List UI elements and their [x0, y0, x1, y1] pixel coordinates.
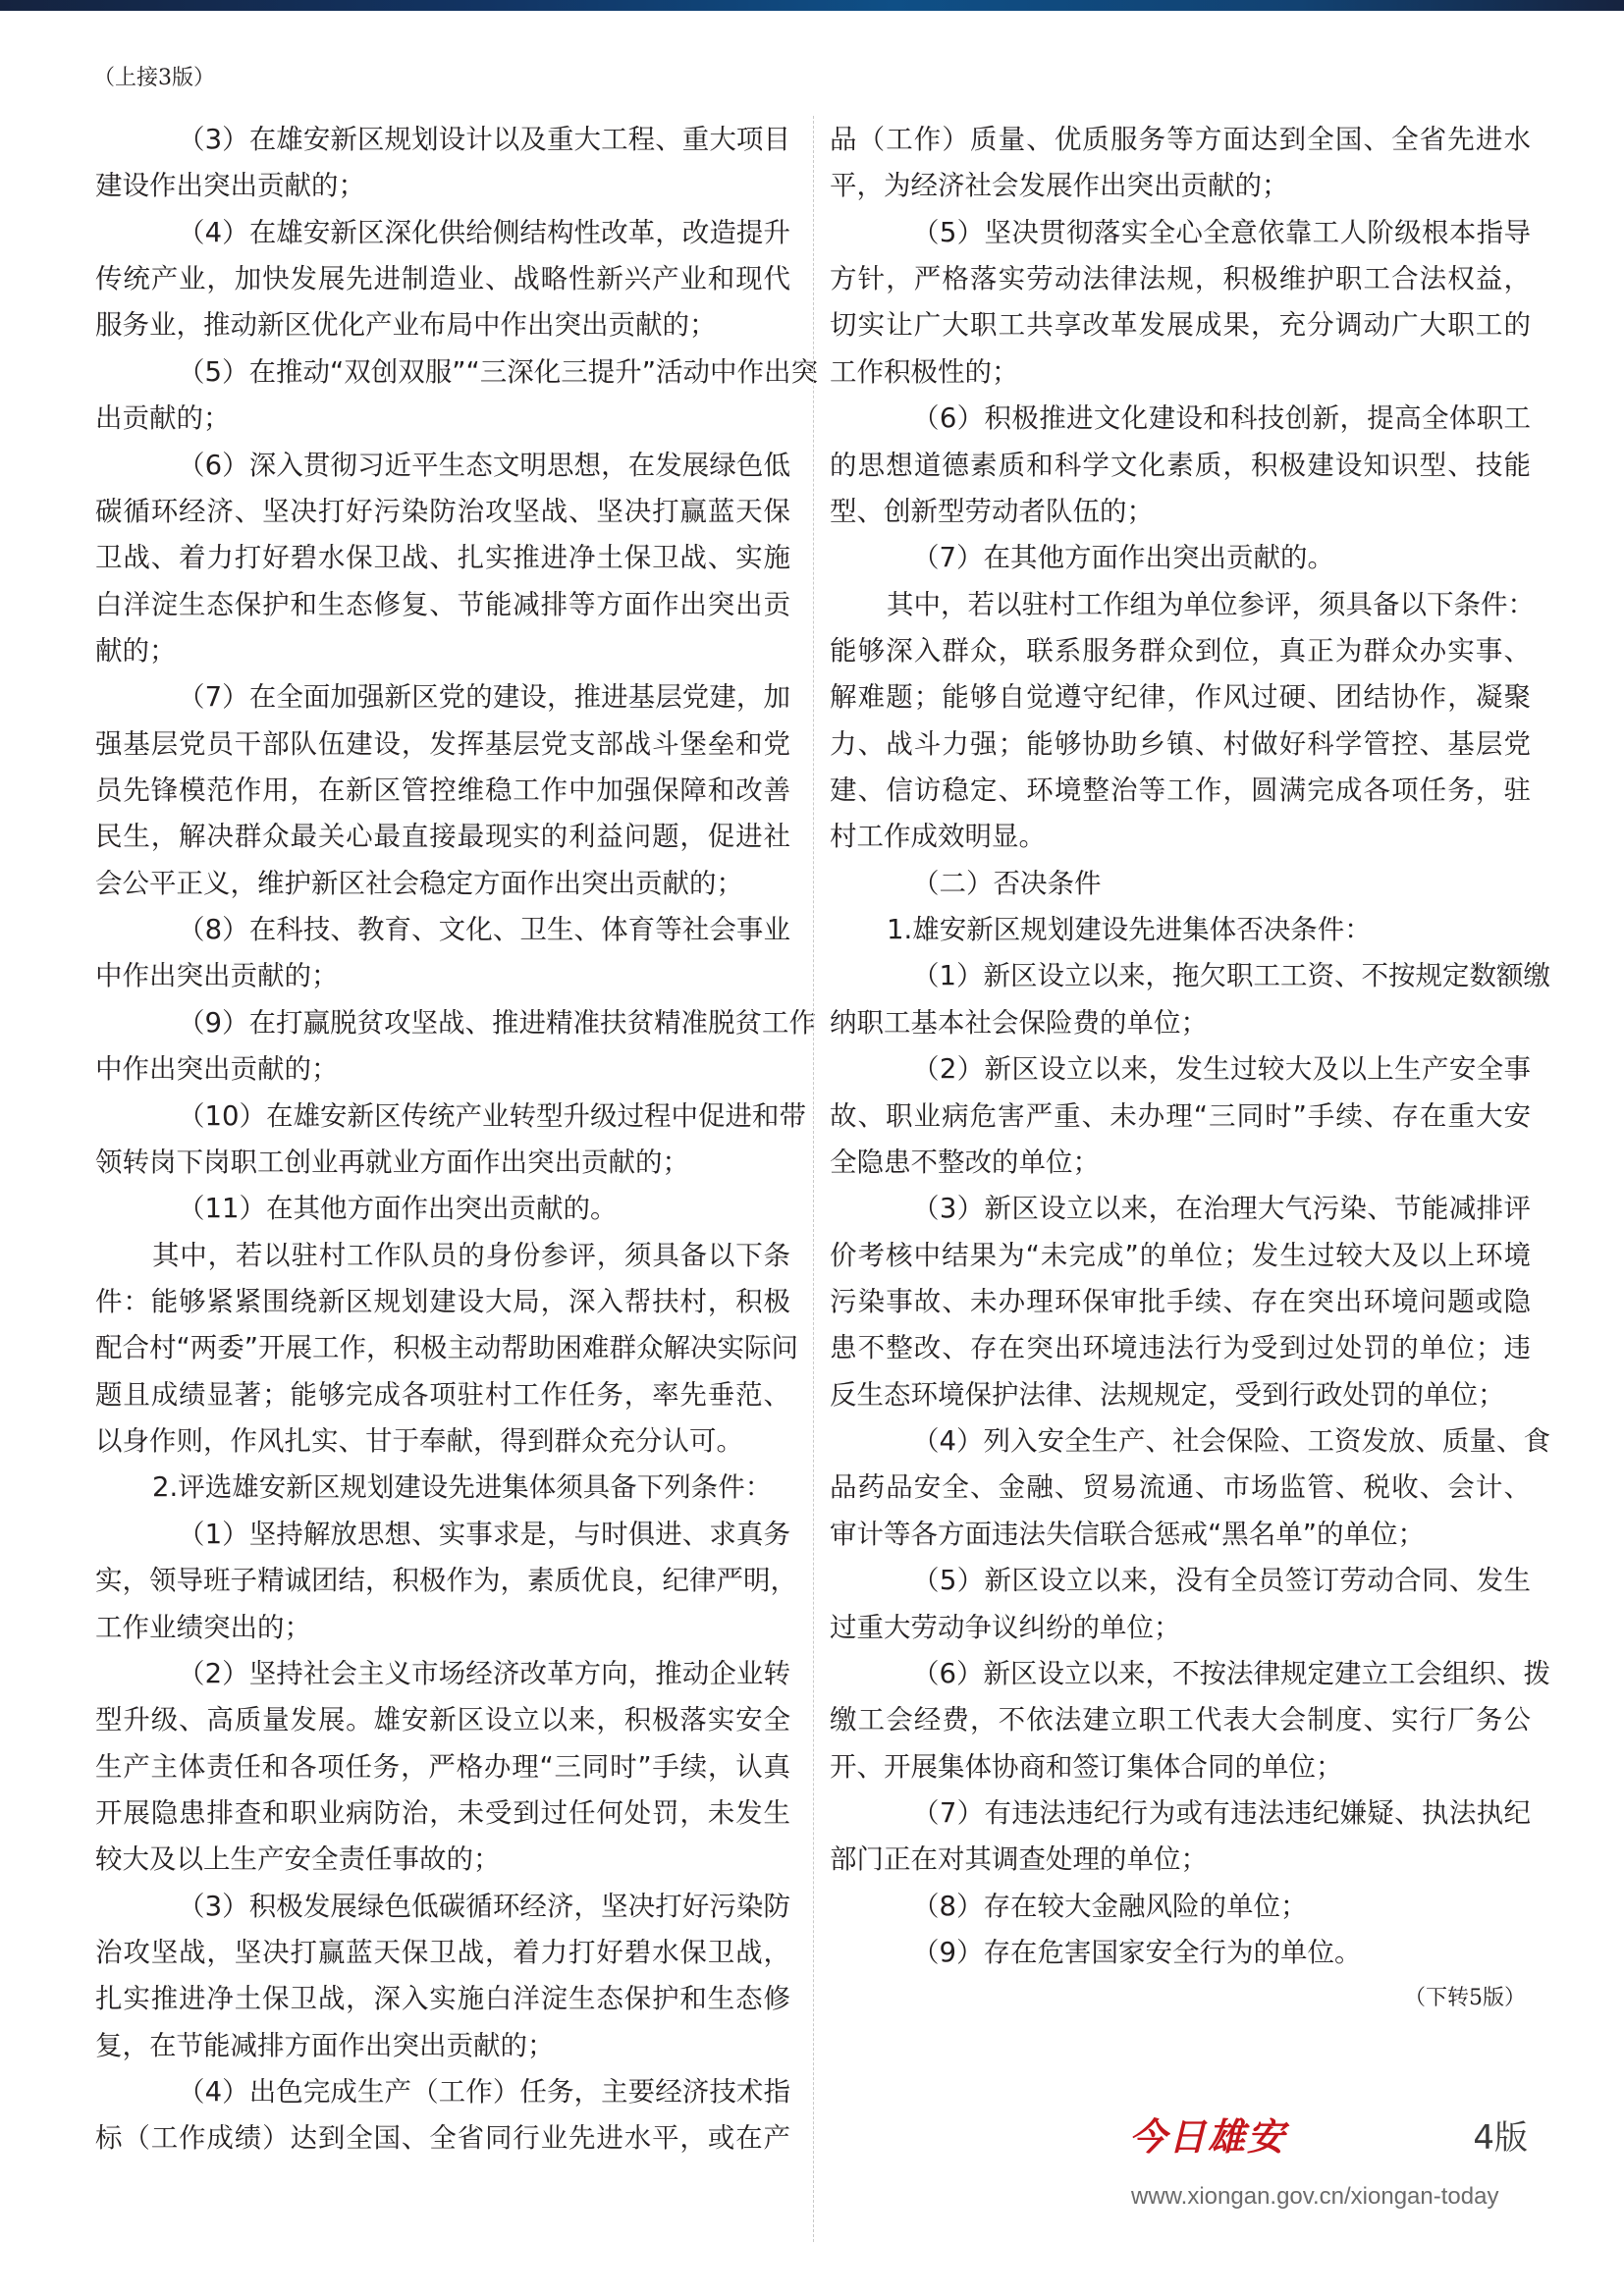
paragraph	[95, 1884, 790, 2069]
text-line: 2.评选雄安新区规划建设先进集体须具备下列条件：	[152, 1471, 773, 1504]
text-line: 1.雄安新区规划建设先进集体否决条件：	[887, 914, 1372, 946]
text-line: 建、信访稳定、环境整治等工作，圆满完成各项任务，驻	[830, 774, 1531, 807]
paragraph	[830, 1930, 1531, 1976]
paragraph	[830, 582, 1535, 861]
paragraph	[95, 117, 790, 210]
text-line: 的思想道德素质和科学文化素质，积极建设知识型、技能	[830, 449, 1531, 481]
text-line: 实，领导班子精诚团结，积极作为，素质优良，纪律严明，	[95, 1565, 797, 1597]
text-line: （7）在其他方面作出突出贡献的。	[912, 542, 1334, 574]
text-line: 其中，若以驻村工作队员的身份参评，须具备以下条	[152, 1239, 790, 1271]
paragraph	[830, 210, 1531, 396]
paragraph	[830, 1790, 1531, 1884]
text-line: 复，在节能减排方面作出突出贡献的；	[95, 2029, 555, 2061]
text-line: （2）坚持社会主义市场经济改革方向，推动企业转	[178, 1657, 790, 1689]
paragraph	[830, 1186, 1531, 1418]
paragraph	[830, 535, 1531, 581]
paragraph	[95, 1233, 798, 1466]
text-line: 故、职业病危害严重、未办理“三同时”手续、存在重大安	[830, 1099, 1531, 1132]
paragraph	[95, 210, 790, 349]
paragraph	[95, 1094, 806, 1187]
text-line: 治攻坚战，坚决打赢蓝天保卫战，着力打好碧水保卫战，	[95, 1937, 790, 1969]
text-line: （6）新区设立以来，不按法律规定建立工会组织、拨	[912, 1657, 1550, 1689]
text-line: 纳职工基本社会保险费的单位；	[830, 1006, 1208, 1039]
text-line: 全隐患不整改的单位；	[830, 1146, 1100, 1178]
text-line: （3）在雄安新区规划设计以及重大工程、重大项目	[178, 124, 790, 155]
text-line: 卫战、着力打好碧水保卫战、扎实推进净土保卫战、实施	[95, 542, 790, 574]
text-line: （10）在雄安新区传统产业转型升级过程中促进和带	[178, 1099, 806, 1132]
paragraph	[830, 1418, 1550, 1558]
text-line: （5）在推动“双创双服”“三深化三提升”活动中作出突	[178, 355, 818, 388]
text-line: 碳循环经济、坚决打好污染防治攻坚战、坚决打赢蓝天保	[95, 495, 790, 527]
text-line: 型升级、高质量发展。雄安新区设立以来，积极落实安全	[95, 1704, 790, 1736]
text-line: 民生，解决群众最关心最直接最现实的利益问题，促进社	[95, 821, 790, 853]
text-line: 以身作则，作风扎实、甘于奉献，得到群众充分认可。	[95, 1425, 743, 1458]
text-line: 题且成绩显著；能够完成各项驻村工作任务，率先垂范、	[95, 1378, 790, 1411]
text-line: 平，为经济社会发展作出突出贡献的；	[830, 170, 1289, 202]
text-line: 污染事故、未办理环保审批手续、存在突出环境问题或隐	[830, 1285, 1531, 1317]
right-column	[830, 117, 1550, 1976]
text-line: （9）在打赢脱贫攻坚战、推进精准扶贫精准脱贫工作	[178, 1006, 816, 1039]
paragraph	[830, 861, 1531, 907]
text-line: （7）在全面加强新区党的建设，推进基层党建，加	[178, 681, 790, 714]
text-line: 其中，若以驻村工作组为单位参评，须具备以下条件：	[887, 588, 1535, 620]
text-line: 件：能够紧紧围绕新区规划建设大局，深入帮扶村，积极	[95, 1285, 790, 1317]
text-line: （4）列入安全生产、社会保险、工资发放、质量、食	[912, 1425, 1550, 1458]
paragraph	[830, 907, 1531, 953]
paragraph	[830, 953, 1550, 1046]
paragraph	[830, 1884, 1531, 1930]
text-line: （4）在雄安新区深化供给侧结构性改革，改造提升	[178, 216, 790, 248]
text-line: （3）新区设立以来，在治理大气污染、节能减排评	[912, 1193, 1531, 1225]
text-line: 开展隐患排查和职业病防治，未受到过任何处罚，未发生	[95, 1796, 790, 1829]
text-line: 会公平正义，维护新区社会稳定方面作出突出贡献的；	[95, 867, 743, 899]
paragraph	[95, 1651, 790, 1884]
text-line: （5）新区设立以来，没有全员签订劳动合同、发生	[912, 1565, 1531, 1597]
paragraph	[95, 2069, 790, 2163]
paragraph	[95, 1512, 797, 1651]
paragraph	[830, 1046, 1531, 1186]
paragraph	[95, 1000, 816, 1094]
text-line: 型、创新型劳动者队伍的；	[830, 495, 1154, 527]
text-line: 工作业绩突出的；	[95, 1611, 311, 1643]
text-line: 标（工作成绩）达到全国、全省同行业先进水平，或在产	[95, 2122, 790, 2155]
paragraph	[95, 1186, 790, 1232]
text-line: 能够深入群众，联系服务群众到位，真正为群众办实事、	[830, 634, 1531, 667]
text-line: 中作出突出贡献的；	[95, 960, 339, 992]
text-line: 价考核中结果为“未完成”的单位；发生过较大及以上环境	[830, 1239, 1531, 1271]
text-line: 建设作出突出贡献的；	[95, 170, 365, 202]
left-column	[95, 117, 818, 2163]
masthead-logo: 今日雄安	[1129, 2114, 1287, 2159]
text-line: （2）新区设立以来，发生过较大及以上生产安全事	[912, 1053, 1531, 1086]
paragraph	[95, 674, 790, 907]
paragraph	[95, 443, 790, 675]
paragraph	[830, 396, 1531, 535]
text-line: 缴工会经费，不依法建立职工代表大会制度、实行厂务公	[830, 1704, 1531, 1736]
text-line: 员先锋模范作用，在新区管控维稳工作中加强保障和改善	[95, 774, 790, 807]
text-line: 生产主体责任和各项任务，严格办理“三同时”手续，认真	[95, 1750, 790, 1783]
text-line: 品（工作）质量、优质服务等方面达到全国、全省先进水	[830, 124, 1531, 155]
text-line: 力、战斗力强；能够协助乡镇、村做好科学管控、基层党	[830, 727, 1531, 760]
text-line: 审计等各方面违法失信联合惩戒“黑名单”的单位；	[830, 1518, 1425, 1550]
text-line: （7）有违法违纪行为或有违法违纪嫌疑、执法执纪	[912, 1796, 1531, 1829]
text-line: 较大及以上生产安全责任事故的；	[95, 1843, 501, 1876]
paragraph	[95, 1465, 790, 1511]
text-line: 中作出突出贡献的；	[95, 1053, 339, 1086]
text-line: 领转岗下岗职工创业再就业方面作出突出贡献的；	[95, 1146, 689, 1178]
text-line: （6）深入贯彻习近平生态文明思想，在发展绿色低	[178, 449, 790, 481]
text-line: 部门正在对其调查处理的单位；	[830, 1843, 1208, 1876]
text-line: （5）坚决贯彻落实全心全意依靠工人阶级根本指导	[912, 216, 1531, 248]
text-line: 工作积极性的；	[830, 355, 1019, 388]
text-line: 扎实推进净土保卫战，深入实施白洋淀生态保护和生态修	[95, 1983, 790, 2015]
continued-from-note: （上接3版）	[93, 66, 215, 90]
text-line: （8）存在较大金融风险的单位；	[912, 1890, 1308, 1922]
text-line: 开、开展集体协商和签订集体合同的单位；	[830, 1750, 1343, 1783]
paragraph	[830, 1558, 1531, 1651]
paragraph	[95, 349, 818, 443]
text-line: （3）积极发展绿色低碳循环经济，坚决打好污染防	[178, 1890, 790, 1922]
text-line: （1）新区设立以来，拖欠职工工资、不按规定数额缴	[912, 960, 1550, 992]
text-line: 患不整改、存在突出环境违法行为受到过处罚的单位；违	[830, 1332, 1531, 1364]
top-banner-bar	[0, 0, 1624, 11]
text-line: （二）否决条件	[912, 867, 1102, 899]
text-line: 品药品安全、金融、贸易流通、市场监管、税收、会计、	[830, 1471, 1531, 1504]
text-line: 白洋淀生态保护和生态修复、节能减排等方面作出突出贡	[95, 588, 790, 620]
text-line: 过重大劳动争议纠纷的单位；	[830, 1611, 1181, 1643]
paragraph	[95, 907, 790, 1000]
column-divider	[813, 116, 814, 2242]
text-line: （1）坚持解放思想、实事求是，与时俱进、求真务	[178, 1518, 790, 1550]
edition-number: 4版	[1473, 2118, 1528, 2158]
text-line: （4）出色完成生产（工作）任务，主要经济技术指	[178, 2076, 790, 2109]
text-line: （11）在其他方面作出突出贡献的。	[178, 1193, 618, 1225]
text-line: 配合村“两委”开展工作，积极主动帮助困难群众解决实际问	[95, 1332, 798, 1364]
paragraph	[830, 1651, 1550, 1790]
text-line: 出贡献的；	[95, 402, 231, 435]
text-line: 传统产业，加快发展先进制造业、战略性新兴产业和现代	[95, 263, 790, 295]
text-line: 切实让广大职工共享改革发展成果，充分调动广大职工的	[830, 309, 1531, 342]
text-line: 反生态环境保护法律、法规规定，受到行政处罚的单位；	[830, 1378, 1505, 1411]
text-line: 解难题；能够自觉遵守纪律，作风过硬、团结协作，凝聚	[830, 681, 1531, 714]
text-line: 服务业，推动新区优化产业布局中作出突出贡献的；	[95, 309, 717, 342]
text-line: （8）在科技、教育、文化、卫生、体育等社会事业	[178, 914, 790, 946]
text-line: 献的；	[95, 634, 177, 667]
text-line: 方针，严格落实劳动法律法规，积极维护职工合法权益，	[830, 263, 1531, 295]
text-line: 村工作成效明显。	[830, 821, 1046, 853]
paragraph	[830, 117, 1531, 210]
site-url[interactable]: www.xiongan.gov.cn/xiongan-today	[1131, 2183, 1499, 2210]
text-line: （9）存在危害国家安全行为的单位。	[912, 1937, 1362, 1969]
text-line: 强基层党员干部队伍建设，发挥基层党支部战斗堡垒和党	[95, 727, 790, 760]
continued-to-note: （下转5版）	[1404, 1986, 1526, 2010]
text-line: （6）积极推进文化建设和科技创新，提高全体职工	[912, 402, 1531, 435]
